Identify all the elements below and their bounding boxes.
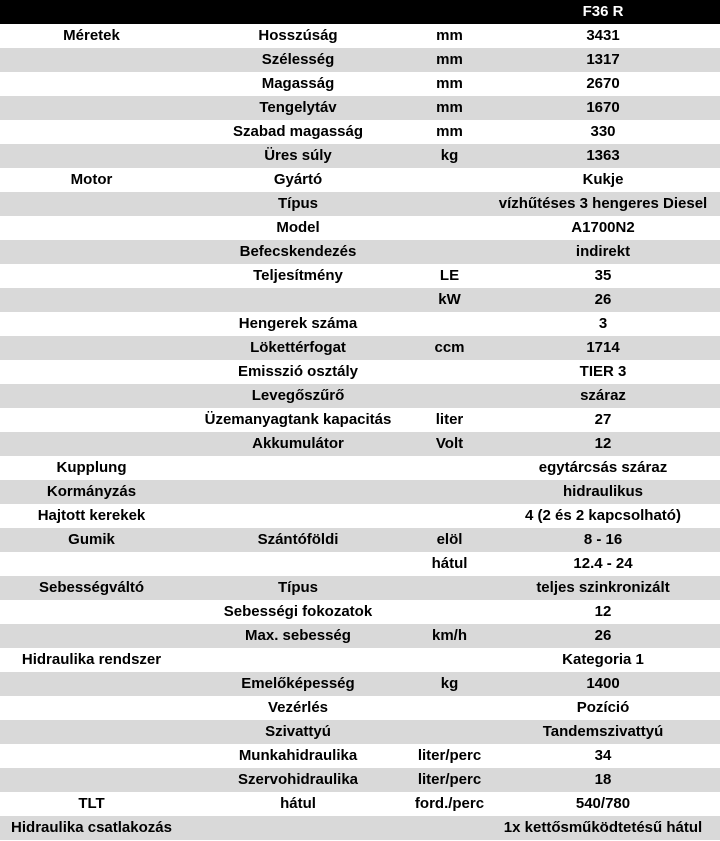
parameter-cell: Szervohidraulika bbox=[183, 768, 413, 792]
spec-row bbox=[0, 192, 720, 216]
unit-cell: elöl bbox=[413, 528, 486, 552]
spec-row bbox=[0, 216, 720, 240]
unit-cell: hátul bbox=[413, 552, 486, 576]
spec-row bbox=[0, 168, 720, 192]
parameter-cell: Model bbox=[183, 216, 413, 240]
parameter-cell: Befecskendezés bbox=[183, 240, 413, 264]
unit-cell bbox=[413, 504, 486, 528]
spec-row bbox=[0, 456, 720, 480]
value-cell: 3431 bbox=[486, 24, 720, 48]
value-cell: 34 bbox=[486, 744, 720, 768]
parameter-cell: Max. sebesség bbox=[183, 624, 413, 648]
value-cell: 540/780 bbox=[486, 792, 720, 816]
value-cell: 1x kettősműködtetésű hátul bbox=[486, 816, 720, 840]
header-cell-empty bbox=[413, 0, 486, 24]
spec-row bbox=[0, 552, 720, 576]
unit-cell bbox=[413, 648, 486, 672]
spec-row bbox=[0, 144, 720, 168]
parameter-cell: Levegőszűrő bbox=[183, 384, 413, 408]
parameter-cell: Tengelytáv bbox=[183, 96, 413, 120]
parameter-cell: Szélesség bbox=[183, 48, 413, 72]
value-cell: Kukje bbox=[486, 168, 720, 192]
spec-row bbox=[0, 432, 720, 456]
header-cell-empty bbox=[183, 0, 413, 24]
parameter-cell bbox=[183, 552, 413, 576]
category-cell bbox=[0, 672, 183, 696]
category-cell: Hidraulika csatlakozás bbox=[0, 816, 183, 840]
unit-cell bbox=[413, 312, 486, 336]
value-cell: 12 bbox=[486, 600, 720, 624]
parameter-cell: Vezérlés bbox=[183, 696, 413, 720]
header-row bbox=[0, 0, 720, 24]
category-cell: Hidraulika rendszer bbox=[0, 648, 183, 672]
unit-cell: mm bbox=[413, 96, 486, 120]
spec-row bbox=[0, 480, 720, 504]
spec-row bbox=[0, 792, 720, 816]
spec-row bbox=[0, 408, 720, 432]
value-cell: 1363 bbox=[486, 144, 720, 168]
value-cell: egytárcsás száraz bbox=[486, 456, 720, 480]
category-cell bbox=[0, 72, 183, 96]
category-cell: TLT bbox=[0, 792, 183, 816]
unit-cell bbox=[413, 480, 486, 504]
value-cell: 12 bbox=[486, 432, 720, 456]
spec-row bbox=[0, 120, 720, 144]
unit-cell bbox=[413, 360, 486, 384]
spec-row bbox=[0, 696, 720, 720]
parameter-cell: Emelőképesség bbox=[183, 672, 413, 696]
spec-row bbox=[0, 48, 720, 72]
parameter-cell bbox=[183, 288, 413, 312]
category-cell: Motor bbox=[0, 168, 183, 192]
unit-cell: LE bbox=[413, 264, 486, 288]
value-cell: Tandemszivattyú bbox=[486, 720, 720, 744]
unit-cell: kg bbox=[413, 672, 486, 696]
spec-row bbox=[0, 240, 720, 264]
unit-cell bbox=[413, 456, 486, 480]
spec-row bbox=[0, 576, 720, 600]
parameter-cell bbox=[183, 648, 413, 672]
parameter-cell: Akkumulátor bbox=[183, 432, 413, 456]
category-cell bbox=[0, 600, 183, 624]
value-cell: Pozíció bbox=[486, 696, 720, 720]
parameter-cell: Üres súly bbox=[183, 144, 413, 168]
category-cell bbox=[0, 744, 183, 768]
parameter-cell: Hengerek száma bbox=[183, 312, 413, 336]
category-cell bbox=[0, 768, 183, 792]
category-cell bbox=[0, 384, 183, 408]
spec-row bbox=[0, 72, 720, 96]
value-cell: A1700N2 bbox=[486, 216, 720, 240]
spec-row bbox=[0, 768, 720, 792]
unit-cell bbox=[413, 720, 486, 744]
spec-row bbox=[0, 624, 720, 648]
parameter-cell: Szántóföldi bbox=[183, 528, 413, 552]
parameter-cell: Típus bbox=[183, 576, 413, 600]
parameter-cell bbox=[183, 480, 413, 504]
value-cell: Kategoria 1 bbox=[486, 648, 720, 672]
spec-row bbox=[0, 816, 720, 840]
unit-cell: ford./perc bbox=[413, 792, 486, 816]
value-cell: TIER 3 bbox=[486, 360, 720, 384]
category-cell bbox=[0, 552, 183, 576]
unit-cell bbox=[413, 816, 486, 840]
unit-cell bbox=[413, 192, 486, 216]
value-cell: teljes szinkronizált bbox=[486, 576, 720, 600]
spec-row bbox=[0, 672, 720, 696]
unit-cell: liter/perc bbox=[413, 768, 486, 792]
category-cell bbox=[0, 48, 183, 72]
value-cell: 4 (2 és 2 kapcsolható) bbox=[486, 504, 720, 528]
value-cell: 2670 bbox=[486, 72, 720, 96]
parameter-cell: Magasság bbox=[183, 72, 413, 96]
value-cell: száraz bbox=[486, 384, 720, 408]
spec-row bbox=[0, 600, 720, 624]
spec-row bbox=[0, 360, 720, 384]
unit-cell bbox=[413, 576, 486, 600]
spec-row bbox=[0, 24, 720, 48]
category-cell bbox=[0, 432, 183, 456]
value-cell: hidraulikus bbox=[486, 480, 720, 504]
parameter-cell: Gyártó bbox=[183, 168, 413, 192]
category-cell: Méretek bbox=[0, 24, 183, 48]
unit-cell: mm bbox=[413, 120, 486, 144]
value-cell: 1670 bbox=[486, 96, 720, 120]
parameter-cell: Hosszúság bbox=[183, 24, 413, 48]
unit-cell: liter bbox=[413, 408, 486, 432]
category-cell: Sebességváltó bbox=[0, 576, 183, 600]
unit-cell: kg bbox=[413, 144, 486, 168]
model-name-header: F36 R bbox=[486, 0, 720, 24]
parameter-cell: Emisszió osztály bbox=[183, 360, 413, 384]
category-cell bbox=[0, 360, 183, 384]
parameter-cell bbox=[183, 816, 413, 840]
category-cell: Kupplung bbox=[0, 456, 183, 480]
unit-cell: ccm bbox=[413, 336, 486, 360]
category-cell bbox=[0, 216, 183, 240]
category-cell bbox=[0, 720, 183, 744]
category-cell bbox=[0, 120, 183, 144]
spec-row bbox=[0, 336, 720, 360]
category-cell bbox=[0, 96, 183, 120]
category-cell bbox=[0, 240, 183, 264]
parameter-cell: Üzemanyagtank kapacitás bbox=[183, 408, 413, 432]
category-cell bbox=[0, 288, 183, 312]
parameter-cell: Szivattyú bbox=[183, 720, 413, 744]
unit-cell bbox=[413, 696, 486, 720]
spec-row bbox=[0, 288, 720, 312]
unit-cell bbox=[413, 216, 486, 240]
spec-row bbox=[0, 648, 720, 672]
category-cell: Gumik bbox=[0, 528, 183, 552]
category-cell bbox=[0, 624, 183, 648]
unit-cell: liter/perc bbox=[413, 744, 486, 768]
value-cell: 27 bbox=[486, 408, 720, 432]
spec-row bbox=[0, 720, 720, 744]
unit-cell: mm bbox=[413, 48, 486, 72]
unit-cell: mm bbox=[413, 72, 486, 96]
spec-row bbox=[0, 744, 720, 768]
category-cell bbox=[0, 696, 183, 720]
value-cell: 18 bbox=[486, 768, 720, 792]
value-cell: 1714 bbox=[486, 336, 720, 360]
parameter-cell: Sebességi fokozatok bbox=[183, 600, 413, 624]
category-cell bbox=[0, 408, 183, 432]
category-cell bbox=[0, 312, 183, 336]
value-cell: 1317 bbox=[486, 48, 720, 72]
parameter-cell: Szabad magasság bbox=[183, 120, 413, 144]
value-cell: 8 - 16 bbox=[486, 528, 720, 552]
parameter-cell: hátul bbox=[183, 792, 413, 816]
unit-cell bbox=[413, 600, 486, 624]
value-cell: 12.4 - 24 bbox=[486, 552, 720, 576]
unit-cell: kW bbox=[413, 288, 486, 312]
spec-row bbox=[0, 312, 720, 336]
parameter-cell bbox=[183, 504, 413, 528]
value-cell: 26 bbox=[486, 624, 720, 648]
category-cell bbox=[0, 264, 183, 288]
spec-row bbox=[0, 528, 720, 552]
header-cell-empty bbox=[0, 0, 183, 24]
unit-cell bbox=[413, 240, 486, 264]
unit-cell: Volt bbox=[413, 432, 486, 456]
parameter-cell: Munkahidraulika bbox=[183, 744, 413, 768]
spec-row bbox=[0, 96, 720, 120]
parameter-cell: Teljesítmény bbox=[183, 264, 413, 288]
value-cell: vízhűtéses 3 hengeres Diesel bbox=[486, 192, 720, 216]
value-cell: 26 bbox=[486, 288, 720, 312]
parameter-cell: Típus bbox=[183, 192, 413, 216]
unit-cell: mm bbox=[413, 24, 486, 48]
spec-row bbox=[0, 264, 720, 288]
unit-cell bbox=[413, 384, 486, 408]
category-cell bbox=[0, 144, 183, 168]
value-cell: 1400 bbox=[486, 672, 720, 696]
unit-cell: km/h bbox=[413, 624, 486, 648]
parameter-cell: Lökettérfogat bbox=[183, 336, 413, 360]
category-cell bbox=[0, 336, 183, 360]
spec-row bbox=[0, 504, 720, 528]
category-cell: Hajtott kerekek bbox=[0, 504, 183, 528]
unit-cell bbox=[413, 168, 486, 192]
value-cell: 330 bbox=[486, 120, 720, 144]
category-cell: Kormányzás bbox=[0, 480, 183, 504]
value-cell: 35 bbox=[486, 264, 720, 288]
spec-row bbox=[0, 384, 720, 408]
value-cell: 3 bbox=[486, 312, 720, 336]
category-cell bbox=[0, 192, 183, 216]
parameter-cell bbox=[183, 456, 413, 480]
value-cell: indirekt bbox=[486, 240, 720, 264]
